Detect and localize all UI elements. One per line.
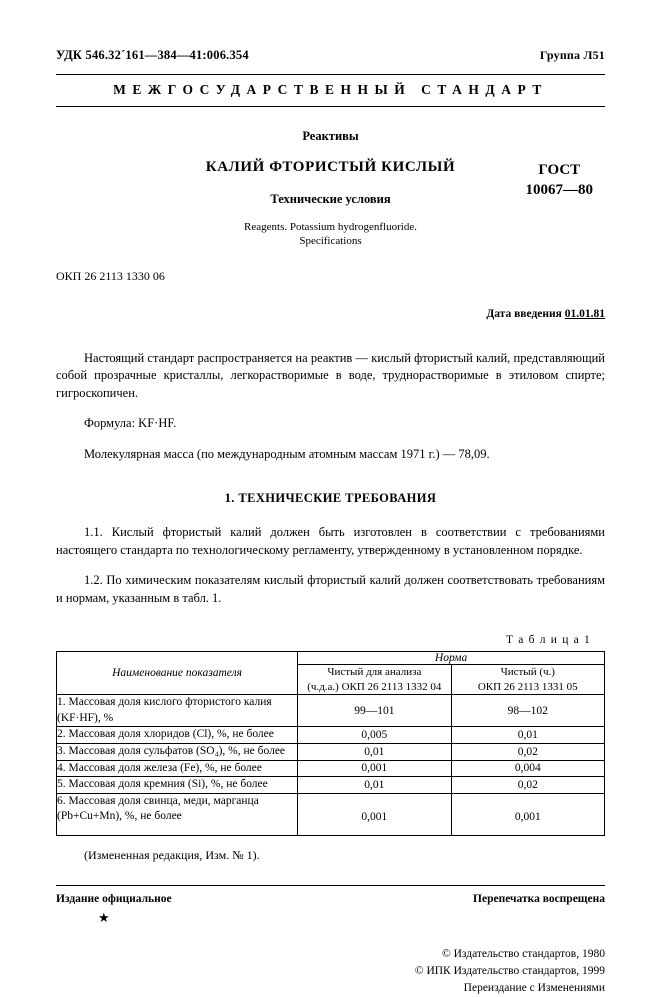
molecular-mass-paragraph: Молекулярная масса (по международным атомным массам 1971 г.) — 78,09.: [84, 446, 490, 461]
table-head: [57, 651, 605, 695]
column-header-name: Наименование показателя: [57, 651, 298, 695]
row-label: 3. Массовая доля сульфатов (SO₄), %, не более: [57, 743, 298, 760]
row-value-ch: 0,004: [451, 760, 604, 777]
row-value-chda: 0,001: [298, 760, 451, 777]
table-row: [57, 743, 605, 760]
column-header-ch: [451, 664, 604, 695]
row-label: 5. Массовая доля кремния (Si), %, не более: [57, 777, 298, 794]
gost-label: ГОСТ: [538, 162, 581, 178]
row-label: 4. Массовая доля железа (Fe), %, не более: [57, 760, 298, 777]
udk-code: УДК 546.32´161—384—41:006.354: [56, 48, 249, 62]
group-code: Группа Л51: [539, 48, 605, 62]
row-label: 2. Массовая доля хлоридов (Cl), %, не более: [57, 727, 298, 744]
copyright-line-3: Переиздание с Изменениями: [463, 982, 605, 995]
column-header-chda: [298, 664, 451, 695]
section-1-title: 1. ТЕХНИЧЕСКИЕ ТРЕБОВАНИЯ: [224, 491, 437, 506]
specification-table: [56, 651, 605, 836]
row-value-ch: 0,001: [451, 793, 604, 835]
document-header: [56, 48, 605, 63]
category-label: Реактивы: [302, 129, 359, 143]
english-title: [56, 221, 605, 249]
reprint-prohibited-label: Перепечатка воспрещена: [473, 892, 605, 905]
column-header-chda-line1: Чистый для анализа: [327, 665, 422, 678]
clause-1-1: 1.1. Кислый фтористый калий должен быть изготовлен в соответствии с требованиями настоящего стандарта по технологическому регламенту, утвержденному в установленном порядке.: [56, 525, 605, 557]
row-label: 1. Массовая доля кислого фтористого калия (KF·HF), %: [57, 695, 298, 727]
table-row: [57, 793, 605, 835]
english-title-line1: Reagents. Potassium hydrogenfluoride.: [244, 221, 417, 233]
row-value-ch: 0,01: [451, 727, 604, 744]
copyright-line-1: © Издательство стандартов, 1980: [441, 947, 605, 960]
row-value-ch: 98—102: [451, 695, 604, 727]
row-value-chda: 0,01: [298, 777, 451, 794]
clause-1-2: 1.2. По химическим показателям кислый фтористый калий должен соответствовать требованиям и нормам, указанным в табл. 1.: [56, 573, 605, 605]
row-value-chda: 99—101: [298, 695, 451, 727]
row-value-chda: 0,01: [298, 743, 451, 760]
copyright-block: [56, 946, 605, 997]
official-edition-label: Издание официальное: [56, 892, 172, 905]
table-row: [57, 777, 605, 794]
column-header-norma: Норма: [298, 651, 605, 664]
table-body: [57, 695, 605, 835]
row-value-chda: 0,005: [298, 727, 451, 744]
row-value-chda: 0,001: [298, 793, 451, 835]
revision-note: (Измененная редакция, Изм. № 1).: [84, 847, 260, 862]
copyright-line-2: © ИПК Издательство стандартов, 1999: [414, 964, 605, 977]
table-caption: Т а б л и ц а 1: [505, 633, 591, 646]
formula-paragraph: Формула: KF·HF.: [84, 416, 177, 431]
title-block: [56, 129, 605, 249]
footer-row: [56, 886, 605, 905]
table-row: [57, 727, 605, 744]
column-header-ch-line2: ОКП 26 2113 1331 05: [477, 680, 578, 693]
gost-number: 10067—80: [525, 181, 593, 198]
introduction-date-label: Дата введения: [486, 307, 562, 320]
introduction-date: [56, 308, 605, 320]
table-row: [57, 760, 605, 777]
row-value-ch: 0,02: [451, 777, 604, 794]
subtitle-label: Технические условия: [270, 192, 391, 206]
row-label: 6. Массовая доля свинца, меди, марганца (Pb+Cu+Mn), %, не более: [57, 793, 298, 835]
table-header-row-1: [57, 651, 605, 664]
table-row: [57, 695, 605, 727]
standard-band: МЕЖГОСУДАРСТВЕННЫЙ СТАНДАРТ: [56, 75, 605, 107]
star-icon: ★: [98, 909, 110, 925]
introduction-date-value: 01.01.81: [564, 307, 605, 320]
english-title-line2: Specifications: [299, 234, 362, 247]
gost-designation: [526, 161, 594, 200]
row-value-ch: 0,02: [451, 743, 604, 760]
okp-code: ОКП 26 2113 1330 06: [56, 268, 165, 283]
page-title: КАЛИЙ ФТОРИСТЫЙ КИСЛЫЙ: [205, 159, 456, 175]
column-header-ch-line1: Чистый (ч.): [500, 665, 555, 678]
intro-paragraph: Настоящий стандарт распространяется на реактив — кислый фтористый калий, представляющий собой прозрачные кристаллы, легкорастворимые в воде, труднорастворимые в этиловом спирте; гигроскопичен.: [56, 350, 605, 400]
column-header-chda-line2: (ч.д.а.) ОКП 26 2113 1332 04: [307, 680, 442, 693]
